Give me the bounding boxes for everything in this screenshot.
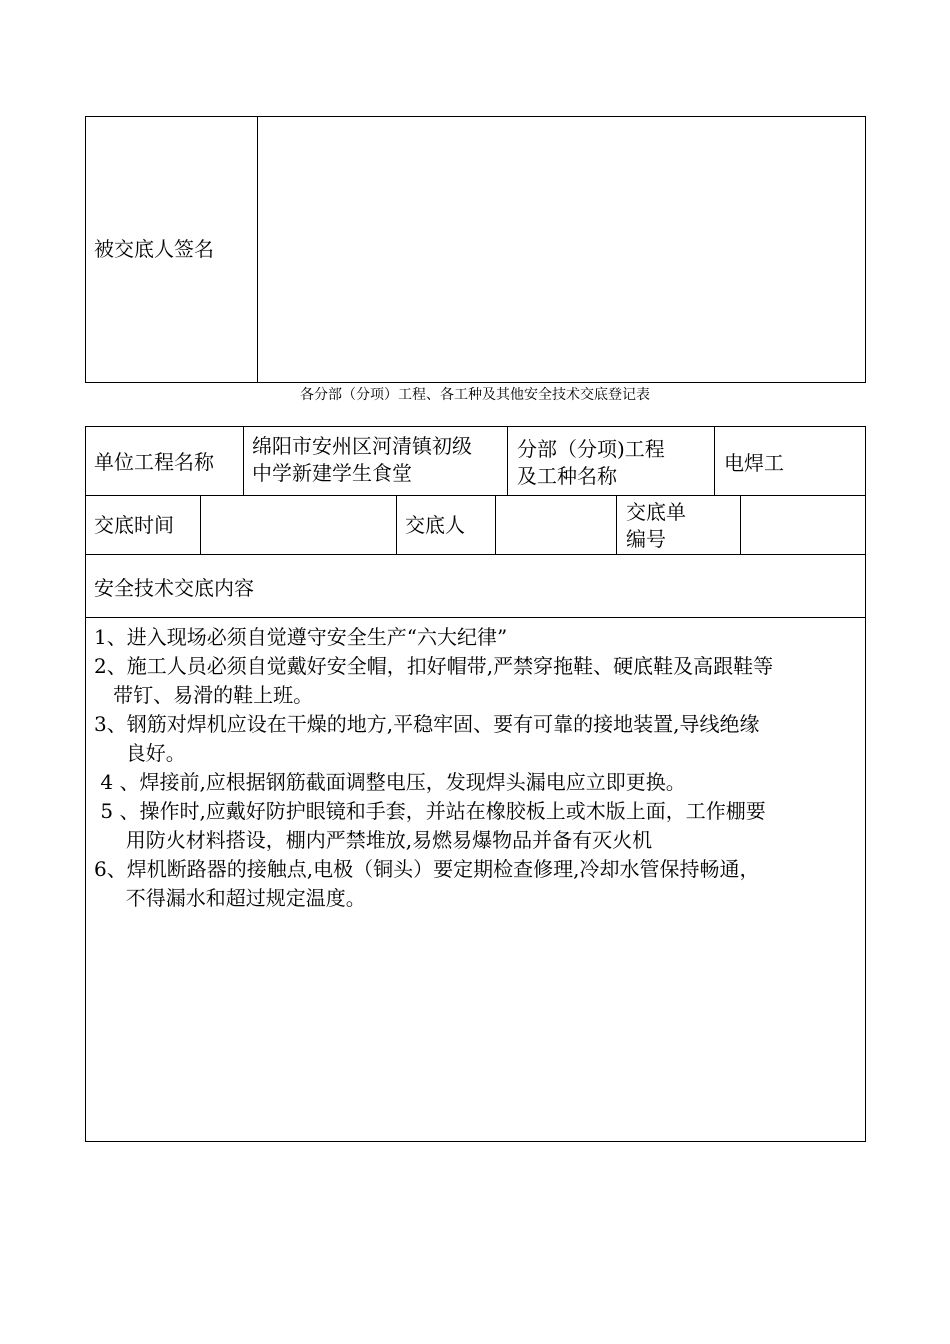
discloser-label: 交底人 <box>405 513 465 537</box>
content-section-label: 安全技术交底内容 <box>94 576 254 600</box>
form-title: 各分部（分项）工程、各工种及其他安全技术交底登记表 <box>300 387 650 403</box>
content-line: 1、进入现场必须自觉遵守安全生产“六大纪律” <box>94 625 508 649</box>
sub-project-label-line2: 及工种名称 <box>517 464 617 488</box>
content-line: 2、施工人员必须自觉戴好安全帽，扣好帽带,严禁穿拖鞋、硬底鞋及高跟鞋等 <box>94 654 774 678</box>
row-divider <box>85 554 866 555</box>
row-divider <box>85 617 866 618</box>
cell-divider <box>396 495 397 554</box>
content-line: 5 、操作时,应戴好防护眼镜和手套，并站在橡胶板上或木版上面，工作棚要 <box>94 799 766 823</box>
form-number-label-line2: 编号 <box>626 527 666 551</box>
project-name-value-line2: 中学新建学生食堂 <box>252 461 412 485</box>
signature-divider <box>257 116 258 383</box>
safety-content-list <box>94 623 864 913</box>
content-line: 3、钢筋对焊机应设在干燥的地方,平稳牢固、要有可靠的接地装置,导线绝缘 <box>94 712 760 736</box>
content-line: 4 、焊接前,应根据钢筋截面调整电压，发现焊头漏电应立即更换。 <box>94 770 686 794</box>
content-line: 不得漏水和超过规定温度。 <box>94 886 366 910</box>
content-line: 良好。 <box>94 741 186 765</box>
content-line: 6、焊机断路器的接触点,电极（铜头）要定期检查修理,冷却水管保持畅通， <box>94 857 760 881</box>
cell-divider <box>714 426 715 495</box>
form-number-label-line1: 交底单 <box>626 500 686 524</box>
content-line: 用防火材料搭设，棚内严禁堆放,易燃易爆物品并备有灭火机 <box>94 828 653 852</box>
sub-project-label-line1: 分部（分项)工程 <box>517 437 665 461</box>
cell-divider <box>243 426 244 495</box>
sub-project-value: 电焊工 <box>724 451 784 475</box>
cell-divider <box>740 495 741 554</box>
cell-divider <box>495 495 496 554</box>
disclosure-time-label: 交底时间 <box>94 513 174 537</box>
cell-divider <box>200 495 201 554</box>
cell-divider <box>507 426 508 495</box>
form-number-field[interactable] <box>748 511 858 539</box>
content-line: 带钉、易滑的鞋上班。 <box>94 683 314 707</box>
discloser-field[interactable] <box>503 511 608 539</box>
signature-field[interactable] <box>268 235 848 263</box>
signature-label: 被交底人签名 <box>94 237 214 261</box>
row-divider <box>85 495 866 496</box>
project-name-label: 单位工程名称 <box>94 450 214 474</box>
cell-divider <box>616 495 617 554</box>
project-name-value-line1: 绵阳市安州区河清镇初级 <box>252 434 472 458</box>
disclosure-time-field[interactable] <box>208 511 388 539</box>
